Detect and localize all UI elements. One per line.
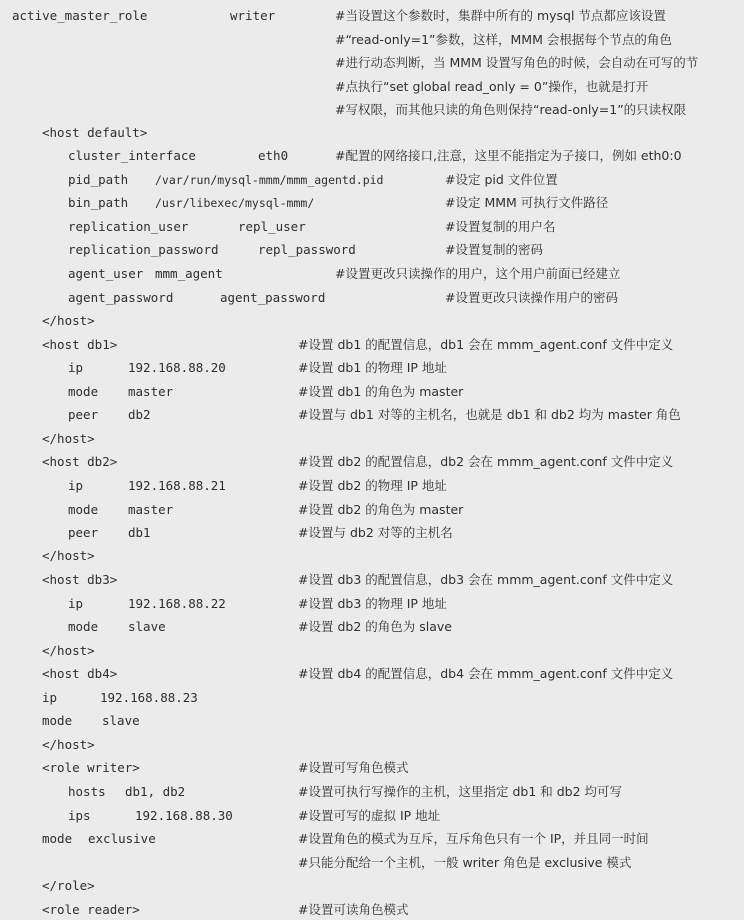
- code-value: db1: [128, 525, 151, 540]
- code-key: ip: [68, 478, 84, 493]
- code-key: agent_user: [68, 266, 144, 281]
- code-value: slave: [128, 619, 166, 634]
- code-value: repl_user: [238, 219, 306, 234]
- code-key: peer: [68, 407, 99, 422]
- code-value: 192.168.88.21: [128, 478, 226, 493]
- code-comment: #设置可读角色模式: [298, 902, 409, 917]
- code-comment: #“read-only=1”参数，这样，MMM 会根据每个节点的角色: [335, 32, 672, 47]
- code-comment: #设置与 db1 对等的主机名，也就是 db1 和 db2 均为 master 角色: [298, 407, 681, 422]
- code-key: agent_password: [68, 290, 174, 305]
- code-comment: #配置的网络接口,注意，这里不能指定为子接口，例如 eth0:0: [335, 148, 682, 163]
- code-comment: #设置 db3 的物理 IP 地址: [298, 596, 447, 611]
- code-key: ip: [68, 596, 84, 611]
- code-key: active_master_role: [12, 8, 148, 23]
- code-key: cluster_interface: [68, 148, 196, 163]
- code-tag: <host default>: [42, 125, 148, 140]
- code-value: master: [128, 384, 174, 399]
- code-value: writer: [230, 8, 276, 23]
- code-tag: </host>: [42, 548, 95, 563]
- code-comment: #设置 db3 的配置信息，db3 会在 mmm_agent.conf 文件中定义: [298, 572, 674, 587]
- code-key: mode: [68, 619, 99, 634]
- code-key: mode: [42, 831, 73, 846]
- code-tag: </host>: [42, 431, 95, 446]
- code-value: 192.168.88.23: [100, 690, 198, 705]
- code-tag: </host>: [42, 737, 95, 752]
- code-tag: </host>: [42, 643, 95, 658]
- code-comment: #设定 pid 文件位置: [445, 172, 558, 187]
- code-comment: #设置复制的密码: [445, 242, 543, 257]
- code-value: agent_password: [220, 290, 326, 305]
- code-comment: #设置 db4 的配置信息，db4 会在 mmm_agent.conf 文件中定义: [298, 666, 674, 681]
- code-tag: <role reader>: [42, 902, 140, 917]
- code-value: db2: [128, 407, 151, 422]
- code-key: hosts: [68, 784, 106, 799]
- code-key: ip: [68, 360, 84, 375]
- code-comment: #点执行“set global read_only = 0”操作，也就是打开: [335, 79, 649, 94]
- code-value: mmm_agent: [155, 266, 223, 281]
- code-key: ips: [68, 808, 91, 823]
- code-comment: #设置 db2 的物理 IP 地址: [298, 478, 447, 493]
- code-comment: #设置角色的模式为互斥，互斥角色只有一个 IP，并且同一时间: [298, 831, 649, 846]
- code-key: mode: [68, 502, 99, 517]
- code-comment: #设置与 db2 对等的主机名: [298, 525, 453, 540]
- code-comment: #设置 db2 的配置信息，db2 会在 mmm_agent.conf 文件中定义: [298, 454, 674, 469]
- code-comment: #设置 db1 的角色为 master: [298, 384, 464, 399]
- code-value: slave: [102, 713, 140, 728]
- code-key: mode: [68, 384, 99, 399]
- code-value: db1, db2: [125, 784, 186, 799]
- code-key: peer: [68, 525, 99, 540]
- code-key: ip: [42, 690, 58, 705]
- code-comment: #设置 db1 的物理 IP 地址: [298, 360, 447, 375]
- code-comment: #设置复制的用户名: [445, 219, 556, 234]
- code-tag: <host db2>: [42, 454, 118, 469]
- code-comment: #设置可写角色模式: [298, 760, 409, 775]
- code-value: exclusive: [88, 831, 156, 846]
- code-comment: #设置可执行写操作的主机，这里指定 db1 和 db2 均可写: [298, 784, 623, 799]
- code-value: 192.168.88.30: [135, 808, 233, 823]
- code-tag: <host db1>: [42, 337, 118, 352]
- code-value: /usr/libexec/mysql-mmm/: [155, 196, 315, 210]
- code-key: pid_path: [68, 172, 129, 187]
- code-comment: #设置更改只读操作用户的密码: [445, 290, 618, 305]
- code-value: 192.168.88.22: [128, 596, 226, 611]
- code-value: master: [128, 502, 174, 517]
- code-comment: #进行动态判断，当 MMM 设置写角色的时候，会自动在可写的节: [335, 55, 699, 70]
- code-tag: <role writer>: [42, 760, 140, 775]
- code-value: /var/run/mysql-mmm/mmm_agentd.pid: [155, 173, 384, 187]
- code-key: replication_password: [68, 242, 219, 257]
- code-comment: #当设置这个参数时，集群中所有的 mysql 节点都应该设置: [335, 8, 666, 23]
- code-comment: #只能分配给一个主机，一般 writer 角色是 exclusive 模式: [298, 855, 632, 870]
- code-comment: #写权限，而其他只读的角色则保持“read-only=1”的只读权限: [335, 102, 687, 117]
- code-comment: #设置可写的虚拟 IP 地址: [298, 808, 441, 823]
- code-value: eth0: [258, 148, 289, 163]
- code-key: mode: [42, 713, 73, 728]
- code-value: repl_password: [258, 242, 356, 257]
- code-tag: <host db4>: [42, 666, 118, 681]
- code-tag: </host>: [42, 313, 95, 328]
- code-tag: </role>: [42, 878, 95, 893]
- code-comment: #设置 db1 的配置信息，db1 会在 mmm_agent.conf 文件中定义: [298, 337, 674, 352]
- code-value: 192.168.88.20: [128, 360, 226, 375]
- code-comment: #设置 db2 的角色为 master: [298, 502, 464, 517]
- code-comment: #设定 MMM 可执行文件路径: [445, 195, 609, 210]
- code-comment: #设置 db2 的角色为 slave: [298, 619, 452, 634]
- code-key: replication_user: [68, 219, 189, 234]
- code-tag: <host db3>: [42, 572, 118, 587]
- code-key: bin_path: [68, 195, 129, 210]
- code-comment: #设置更改只读操作的用户，这个用户前面已经建立: [335, 266, 621, 281]
